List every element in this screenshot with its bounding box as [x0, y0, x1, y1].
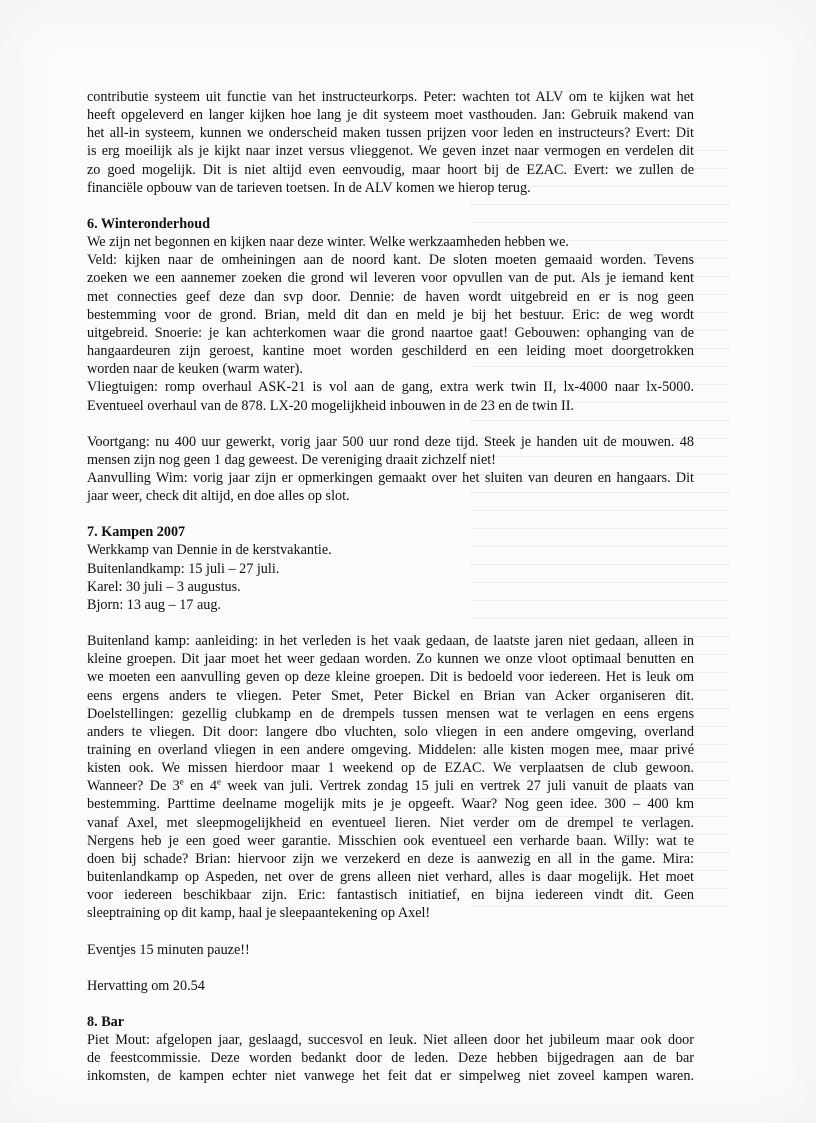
text-line: zo goed mogelijk. Dit is niet altijd even eenvoudig, maar hoort bij de EZAC. Evert: we zullen de — [87, 161, 694, 178]
text-line: heeft opgeleverd en langer kijken hoe lang je dit systeem moet vasthouden. Jan: Gebruik makend van — [87, 107, 694, 124]
text-line: de feestcommissie. Deze worden bedankt door de leden. Deze hebben bijgedragen aan de bar — [87, 1050, 694, 1067]
text-line: doen bij schade? Brian: hiervoor zijn we verzekerd en deze is aanwezig en all in the game. Mira: — [87, 850, 694, 867]
text-line: Vliegtuigen: romp overhaul ASK-21 is vol aan de gang, extra werk twin II, lx-4000 naar lx-5000. — [87, 379, 694, 396]
text-line: We zijn net begonnen en kijken naar deze winter. Welke werkzaamheden hebben we. — [87, 234, 569, 251]
text-line: Buitenland kamp: aanleiding: in het verleden is het vaak gedaan, de laatste jaren niet gedaan, alleen in — [87, 633, 694, 650]
paragraph-veld — [87, 251, 694, 378]
list-item: Buitenlandkamp: 15 juli – 27 juli. — [87, 560, 280, 577]
text-line: jaar weer, check dit altijd, en doe alles op slot. — [87, 488, 350, 505]
text-line: vanaf Axel, met sleepmogelijkheid en eventueel lieren. Niet verder om de drempel te verlagen. — [87, 814, 694, 831]
text-line: Doelstellingen: gezellig clubkamp en de drempels tussen mensen wat te verlagen en eens ergens — [87, 705, 694, 722]
section-heading-bar: 8. Bar — [87, 1013, 125, 1030]
text-line: financiële opbouw van de tarieven toetsen. In de ALV komen we hierop terug. — [87, 179, 531, 196]
text-line: we moeten een aanvulling geven op deze kleine groepen. Dit is bedoeld voor iedereen. Het is leuk om — [87, 669, 694, 686]
text-line: kisten ook. We missen hierdoor maar 1 weekend op de EZAC. We verplaatsen de club gewoon. — [87, 760, 694, 777]
text-line: Voortgang: nu 400 uur gewerkt, vorig jaar 500 uur rond deze tijd. Steek je handen uit de mouwen. 48 — [87, 433, 694, 450]
paragraph-winter-intro — [87, 233, 694, 251]
text-line: met connecties geef deze dan svp door. Dennie: de haven wordt uitgebreid en er is nog geen — [87, 288, 694, 305]
text-line: Eventueel overhaul van de 878. LX-20 mogelijkheid inbouwen in de 23 en de twin II. — [87, 397, 574, 414]
text-line: Nergens heb je een goed weer garantie. Misschien ook eventueel een verharde baan. Willy: wat te — [87, 832, 694, 849]
text-line: inkomsten, de kampen echter niet vanwege het feit dat er simpelweg niet zoveel kampen waren. — [87, 1068, 694, 1085]
text-line: is erg moeilijk als je kijkt naar inzet versus vlieggenot. We geven inzet naar vermogen en verdelen dit — [87, 143, 694, 160]
spacer — [87, 923, 694, 941]
superscript: e — [216, 776, 221, 787]
text-line: Piet Mout: afgelopen jaar, geslaagd, succesvol en leuk. Niet alleen door het jubileum maar ook door — [87, 1032, 694, 1049]
spacer — [87, 614, 694, 632]
text-line: uitgebreid. Snoerie: je kan achterkomen waar die grond naartoe gaat! Gebouwen: ophanging van de — [87, 324, 694, 341]
list-item: Werkkamp van Dennie in de kerstvakantie. — [87, 542, 332, 559]
text-line: voor iedereen beschikbaar zijn. Eric: fantastisch initiatief, en bijna iedereen vindt dit. Geen — [87, 887, 694, 904]
text-line: anders te vliegen. Dit door: langere dbo vluchten, solo vliegen in een andere omgeving, overland — [87, 723, 694, 740]
paragraph-buitenland-kamp — [87, 632, 694, 923]
list-item: Karel: 30 juli – 3 augustus. — [87, 578, 241, 595]
paragraph-bar — [87, 1031, 694, 1085]
text-line: hangaardeuren zijn geroest, kantine moet worden geschilderd en een leiding moet doorgetrokken — [87, 343, 694, 360]
text-line: mensen zijn nog geen 1 dag geweest. De vereniging draait zichzelf niet! — [87, 451, 496, 468]
list-item: Bjorn: 13 aug – 17 aug. — [87, 596, 221, 613]
text-line: bestemming voor de grond. Brian, meld dit dan en meld je bij het bestuur. Eric: de weg wordt — [87, 306, 694, 323]
paragraph-contributie — [87, 88, 694, 197]
text-line: worden naar de keuken (warm water). — [87, 361, 303, 378]
superscript: e — [179, 776, 184, 787]
text-line: bestemming. Parttime deelname mogelijk mits je je opgeeft. Waar? Nog geen idee. 300 – 400 km — [87, 796, 694, 813]
text-fragment: week van juli. Vertrek zondag 15 juli en vertrek 27 juli vanuit de plaats van — [220, 778, 694, 795]
paragraph-aanvulling-wim — [87, 469, 694, 505]
resume-note: Hervatting om 20.54 — [87, 977, 205, 994]
text-line: buitenlandkamp op Aspeden, net over de grens alleen niet verhard, alles is daar mogelijk. Het moet — [87, 869, 694, 886]
paragraph-vliegtuigen — [87, 378, 694, 414]
spacer — [87, 415, 694, 433]
text-line: sleeptraining op dit kamp, haal je sleepaantekening op Axel! — [87, 905, 431, 922]
text-line: het all-in systeem, kunnen we onderscheid maken tussen prijzen voor leden en instructeurs? Evert: Dit — [87, 125, 694, 142]
pause-note: Eventjes 15 minuten pauze!! — [87, 941, 250, 958]
text-fragment: en 4 — [183, 778, 217, 795]
text-line: zoeken we een aannemer zoeken die grond wil leveren voor opvullen van de put. Als je iemand kent — [87, 270, 694, 287]
spacer — [87, 505, 694, 523]
text-line: training en overland vliegen in een andere omgeving. Middelen: alle kisten mogen mee, maar privé — [87, 742, 694, 758]
text-line: Aanvulling Wim: vorig jaar zijn er opmerkingen gemaakt over het sluiten van deuren en hangaars. Dit — [87, 469, 694, 486]
spacer — [87, 995, 694, 1013]
section-heading-winteronderhoud: 6. Winteronderhoud — [87, 215, 210, 232]
text-line: contributie systeem uit functie van het instructeurkorps. Peter: wachten tot ALV om te kijken wat het — [87, 89, 694, 105]
text-line: Veld: kijken naar de omheiningen aan de noord kant. De sloten moeten gemaaid worden. Tevens — [87, 252, 694, 269]
document-body — [87, 88, 694, 1086]
text-fragment: Wanneer? De 3 — [87, 778, 180, 795]
text-line-wanneer — [87, 777, 694, 795]
spacer — [87, 197, 694, 215]
spacer — [87, 959, 694, 977]
paragraph-voortgang — [87, 433, 694, 469]
text-line: eens ergens anders te vliegen. Peter Smet, Peter Bickel en Brian van Acker organiseren dit. — [87, 687, 694, 704]
section-heading-kampen: 7. Kampen 2007 — [87, 524, 186, 541]
text-line: kleine groepen. Dit jaar moet het weer gedaan worden. Zo kunnen we onze vloot optimaal benutten en — [87, 651, 694, 668]
kampen-list — [87, 541, 694, 614]
